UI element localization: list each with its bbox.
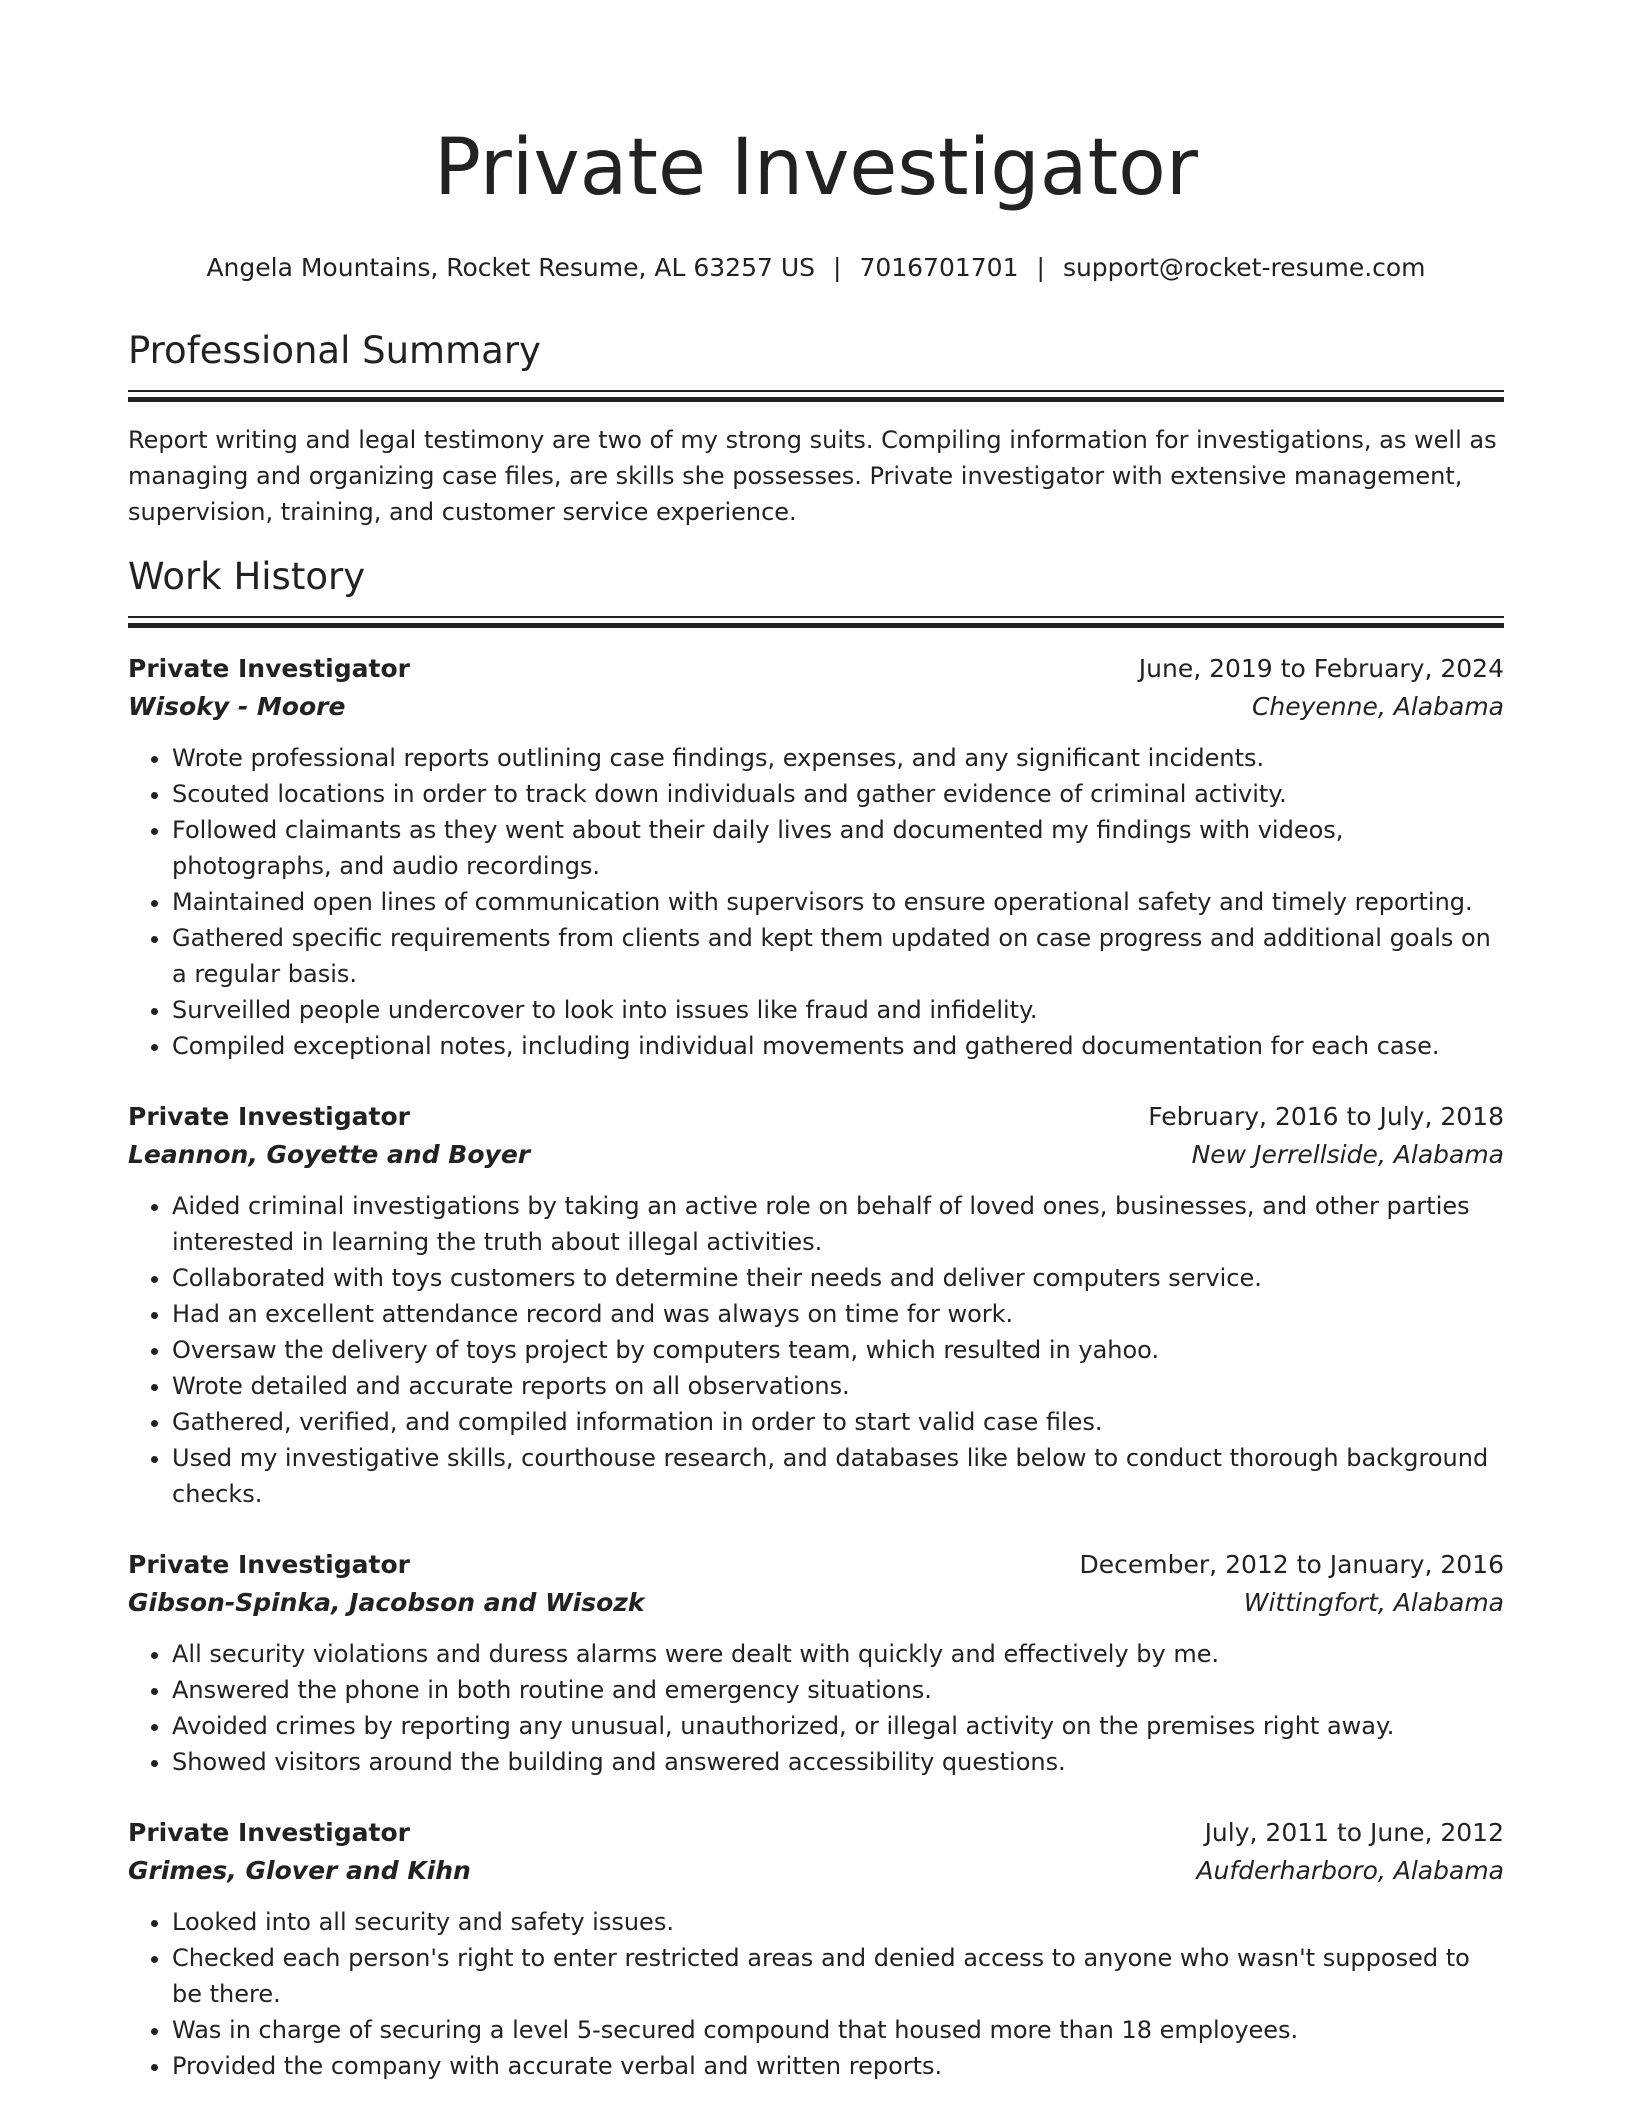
job-company: Wisoky - Moore — [128, 692, 346, 721]
job-bullet-list — [128, 1188, 1504, 1512]
job-bullet: • Wrote professional reports outlining case findings, expenses, and any significant incidents. — [172, 740, 1504, 776]
job-bullet: • Oversaw the delivery of toys project by computers team, which resulted in yahoo. — [172, 1332, 1504, 1368]
job-bullet: • Had an excellent attendance record and was always on time for work. — [172, 1296, 1504, 1332]
job-bullet: • Checked each person's right to enter restricted areas and denied access to anyone who wasn't supposed to be there. — [172, 1940, 1504, 2012]
job-location: Cheyenne, Alabama — [1251, 692, 1504, 721]
job-bullet: • Showed visitors around the building and answered accessibility questions. — [172, 1744, 1504, 1780]
job-bullet-list — [128, 1904, 1504, 2084]
job-company: Leannon, Goyette and Boyer — [128, 1140, 531, 1169]
job-bullet: • Scouted locations in order to track down individuals and gather evidence of criminal activity. — [172, 776, 1504, 812]
job-dates: June, 2019 to February, 2024 — [1138, 654, 1504, 683]
job-bullet: • Followed claimants as they went about their daily lives and documented my findings with videos, photographs, and audio recordings. — [172, 812, 1504, 884]
job-bullet: • Looked into all security and safety issues. — [172, 1904, 1504, 1940]
job-location: Wittingfort, Alabama — [1243, 1588, 1504, 1617]
job-company: Gibson-Spinka, Jacobson and Wisozk — [128, 1588, 645, 1617]
job-location: New Jerrellside, Alabama — [1191, 1140, 1504, 1169]
job-header-row — [128, 1814, 1504, 1852]
job-company: Grimes, Glover and Kihn — [128, 1856, 471, 1885]
work-history-heading: Work History — [128, 555, 366, 598]
contact-email: support@rocket-resume.com — [1062, 253, 1426, 282]
job-bullet: • Collaborated with toys customers to determine their needs and deliver computers service. — [172, 1260, 1504, 1296]
job-bullet: • Compiled exceptional notes, including individual movements and gathered documentation for each case. — [172, 1028, 1504, 1064]
job-entry — [128, 1814, 1504, 2084]
job-header-row — [128, 1546, 1504, 1584]
job-header-row — [128, 650, 1504, 688]
job-company-row — [128, 1852, 1504, 1890]
job-bullet: • All security violations and duress alarms were dealt with quickly and effectively by me. — [172, 1636, 1504, 1672]
job-company-row — [128, 1584, 1504, 1622]
job-title: Private Investigator — [128, 1102, 410, 1131]
job-bullet-list — [128, 740, 1504, 1064]
job-dates: July, 2011 to June, 2012 — [1204, 1818, 1504, 1847]
job-location: Aufderharboro, Alabama — [1196, 1856, 1504, 1885]
resume-name: Private Investigator — [434, 123, 1198, 213]
job-company-row — [128, 688, 1504, 726]
summary-heading: Professional Summary — [128, 329, 541, 372]
job-entry — [128, 1546, 1504, 1780]
job-bullet-list — [128, 1636, 1504, 1780]
job-bullet: • Was in charge of securing a level 5-secured compound that housed more than 18 employees. — [172, 2012, 1504, 2048]
job-title: Private Investigator — [128, 654, 410, 683]
job-header-row — [128, 1098, 1504, 1136]
job-bullet: • Avoided crimes by reporting any unusual, unauthorized, or illegal activity on the premises right away. — [172, 1708, 1504, 1744]
job-title: Private Investigator — [128, 1550, 410, 1579]
job-bullet: • Gathered specific requirements from clients and kept them updated on case progress and additional goals on a regular basis. — [172, 920, 1504, 992]
contact-separator: | — [833, 253, 842, 282]
job-bullet: • Maintained open lines of communication with supervisors to ensure operational safety and timely reporting. — [172, 884, 1504, 920]
contact-line — [128, 252, 1504, 284]
job-bullet: • Wrote detailed and accurate reports on all observations. — [172, 1368, 1504, 1404]
section-divider — [128, 616, 1504, 628]
job-entry — [128, 1098, 1504, 1512]
job-title: Private Investigator — [128, 1818, 410, 1847]
summary-text: Report writing and legal testimony are two of my strong suits. Compiling information for investigations, as well as managing and organizing case files, are skills she possesses. Private investigator with extensive management, supervision, training, and customer service experience. — [128, 426, 1497, 526]
job-dates: February, 2016 to July, 2018 — [1148, 1102, 1504, 1131]
job-bullet: • Provided the company with accurate verbal and written reports. — [172, 2048, 1504, 2084]
job-bullet: • Used my investigative skills, courthouse research, and databases like below to conduct thorough background checks. — [172, 1440, 1504, 1512]
job-company-row — [128, 1136, 1504, 1174]
contact-phone: 7016701701 — [859, 253, 1019, 282]
job-bullet: • Surveilled people undercover to look into issues like fraud and infidelity. — [172, 992, 1504, 1028]
job-entry — [128, 650, 1504, 1064]
job-dates: December, 2012 to January, 2016 — [1079, 1550, 1504, 1579]
contact-separator: | — [1036, 253, 1045, 282]
job-bullet: • Aided criminal investigations by taking an active role on behalf of loved ones, businesses, and other parties interested in learning the truth about illegal activities. — [172, 1188, 1504, 1260]
section-divider — [128, 390, 1504, 402]
work-history-list — [128, 650, 1504, 2084]
job-bullet: • Gathered, verified, and compiled information in order to start valid case files. — [172, 1404, 1504, 1440]
contact-address: Angela Mountains, Rocket Resume, AL 63257 US — [206, 253, 815, 282]
job-bullet: • Answered the phone in both routine and emergency situations. — [172, 1672, 1504, 1708]
